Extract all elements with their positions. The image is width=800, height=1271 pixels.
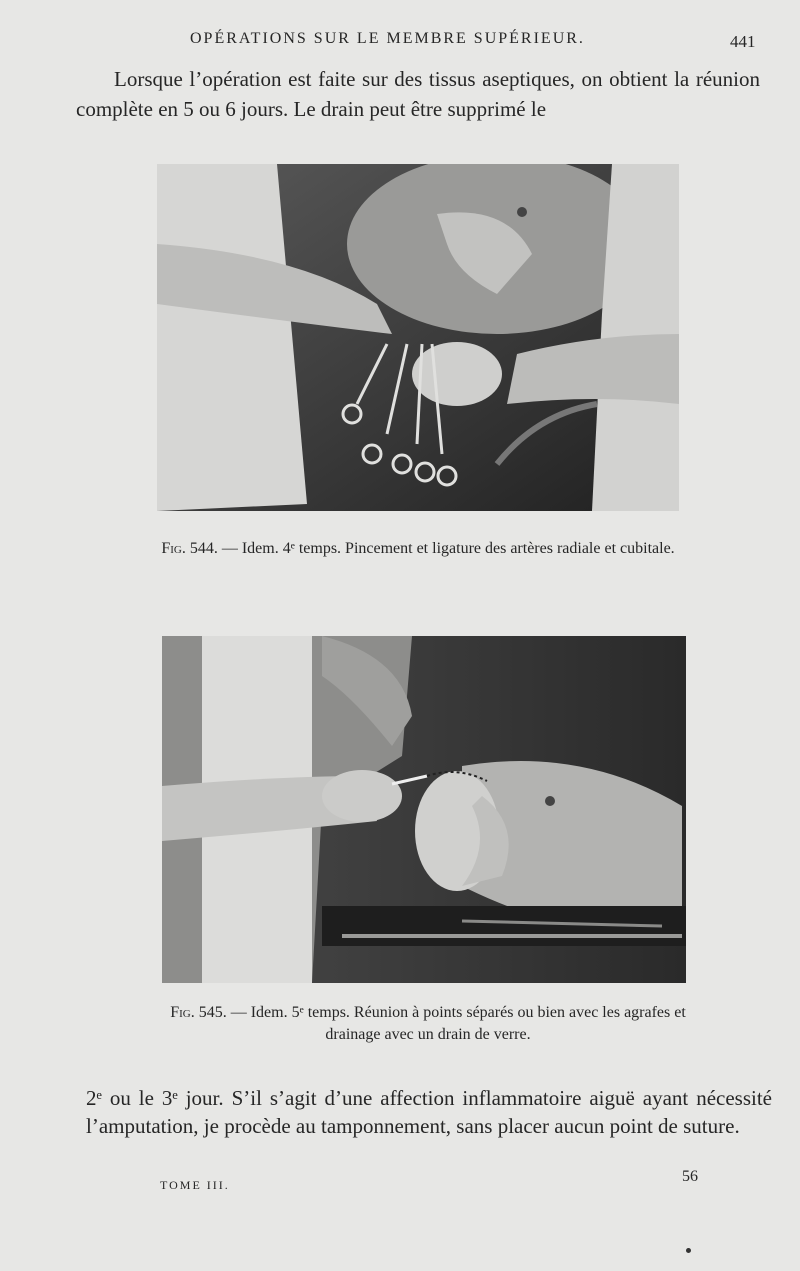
figure-544-caption-text: — Idem. 4ᵉ temps. Pincement et ligature des artères radiale et cubitale. xyxy=(217,540,675,557)
signature-mark: 56 xyxy=(682,1168,698,1185)
body-paragraph-top: Lorsque l’opération est faite sur des tissus aseptiques, on obtient la réunion complète en 5 ou 6 jours. Le drain peut être supprimé le xyxy=(76,67,760,121)
figure-545-caption xyxy=(150,1002,706,1046)
figure-545-label: Fig. 545. xyxy=(170,1004,227,1021)
body-paragraph-bottom: 2ᵉ ou le 3ᵉ jour. S’il s’agit d’une affection inflammatoire aiguë ayant nécessité l’amputation, je procède au tamponnement, sans placer aucun point de suture. xyxy=(86,1086,772,1138)
ink-speck xyxy=(686,1248,691,1253)
page-number: 441 xyxy=(730,32,756,51)
figure-544-photo xyxy=(157,164,679,511)
figure-545-photo xyxy=(162,636,686,983)
footer-tome: TOME III. xyxy=(160,1178,230,1192)
figure-544-label: Fig. 544. xyxy=(161,540,218,557)
figure-544-caption xyxy=(150,538,686,560)
running-title: OPÉRATIONS SUR LE MEMBRE SUPÉRIEUR. xyxy=(190,30,585,47)
figure-545-caption-text: — Idem. 5ᵉ temps. Réunion à points séparés ou bien avec les agrafes et drainage avec un drain de verre. xyxy=(226,1004,686,1043)
